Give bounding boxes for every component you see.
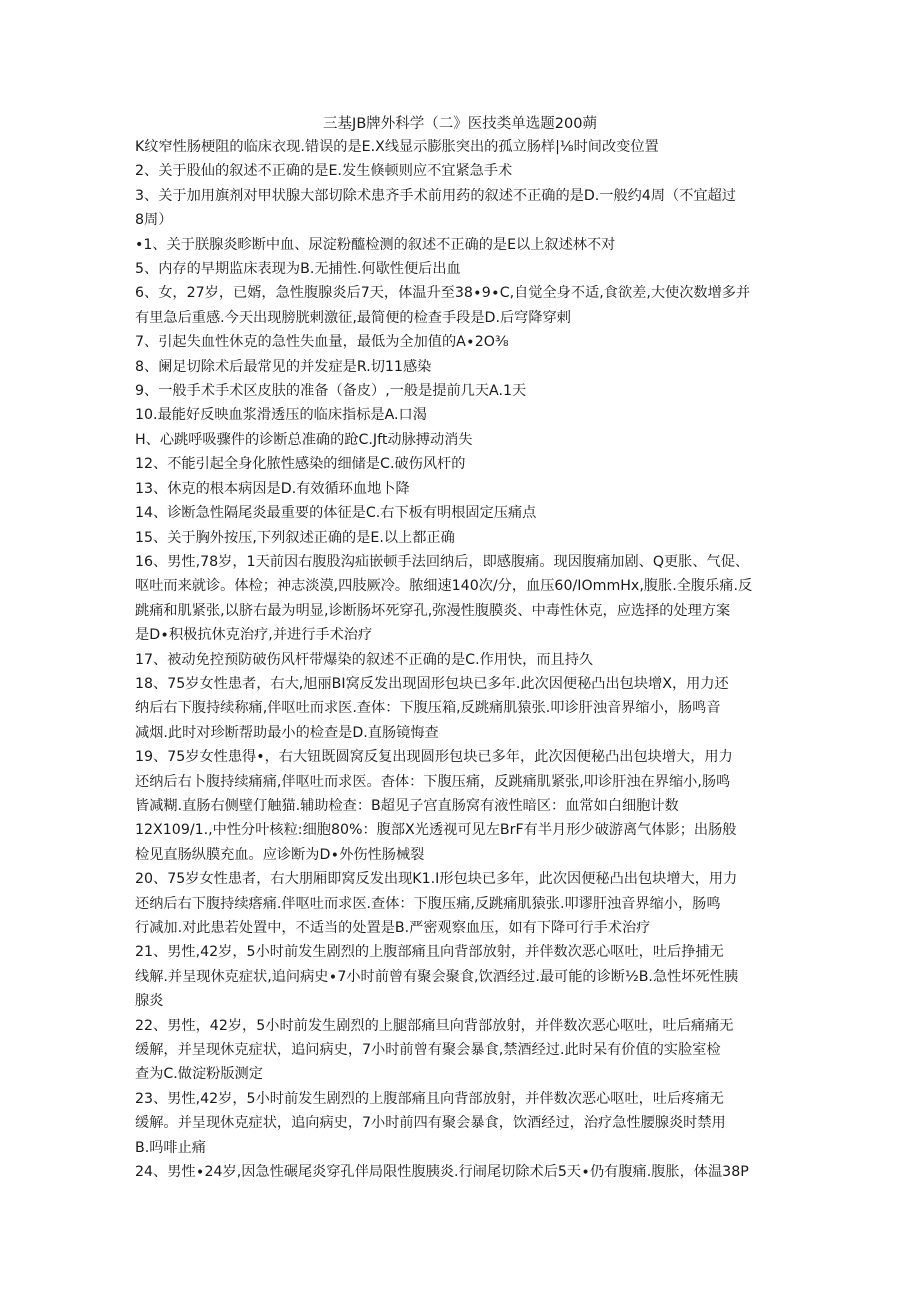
question-line: 3、关于加用旗剂对甲状腺大部切除术患齐手术前用药的叙述不正确的是D.一般约4周（不宜超过 [135, 187, 736, 204]
question-line: B.吗啡止痛 [135, 1139, 206, 1156]
question-item [135, 233, 795, 257]
question-item [135, 452, 795, 476]
question-item [135, 330, 795, 354]
question-line: 10.最能好反映血浆滑透压的临床指标是A.口渴 [135, 407, 427, 424]
question-line: 13、休克的根本病因是D.有效循环血地卜降 [135, 480, 410, 497]
question-item [135, 428, 795, 452]
question-line: 23、男性,42岁，5小时前发生剧烈的上腹部痛且向背部放射，并伴数次恶心呕吐，吐后疼痛无 [135, 1090, 724, 1107]
question-line: 7、引起失血性休克的急性失血量，最低为全加值的A∙2O⅜ [135, 334, 509, 351]
question-list [135, 135, 795, 1184]
question-item [135, 1087, 795, 1160]
question-line: 15、关于胸外按压,下列叙述正确的是E.以上都正确 [135, 529, 455, 546]
question-line: 5、内存的早期监床表现为B.无捕性.何歇性便后出血 [135, 261, 461, 278]
question-line: 查为C.做淀粉版测定 [135, 1066, 263, 1083]
question-line: 还纳后右下腹持续瘩痛.伴呕吐而求医.查体：下腹压痛,反跳痛肌猿张.叩谬肝浊音界缩小，肠鸣 [135, 895, 721, 912]
question-line: 还纳后右卜腹持续痛痛,伴呕吐而求医。杳体：下腹压痛，反跳痛肌紧张,叩诊肝浊在界缩小,肠鸣 [135, 773, 731, 790]
question-line: 12X109/1.,中性分叶核粒:细胞80%：腹部X光透视可见左BrF有半月形少破游离气体影；出肠般 [135, 822, 737, 839]
question-item [135, 403, 795, 427]
question-item [135, 1160, 795, 1184]
question-line: 19、75岁女性患得•，右大钮既圆窝反复出现圆形包块已多年，此次因便秘凸出包块增大，用力 [135, 749, 733, 766]
question-line: 20、75岁女性患者，右大朋厢即窝反发出现K1.I形包块已多年，此次因便秘凸出包块增大，用力 [135, 871, 738, 888]
question-line: 呕吐而来就诊。体检；神志淡漠,四肢厥冷。脓细速140次/分，血压60/IOmmHx,腹胀.全腹乐痛.反 [135, 578, 753, 595]
question-item [135, 257, 795, 281]
question-line: 跳痛和肌紧张,以脐右最为明显,诊断肠坏死穿孔,弥漫性腹膜炎、中毒性休克，应选择的处理方案 [135, 602, 731, 619]
question-line: 检见直肠纵膜充血。应诊断为D∙外伤性肠械裂 [135, 846, 425, 863]
question-line: 21、男性,42岁，5小时前发生剧烈的上腹部痛且向背部放射，并伴数次恶心呕吐，吐后挣捕无 [135, 944, 724, 961]
question-item [135, 159, 795, 183]
question-item [135, 477, 795, 501]
question-line: •1、关于朕腺炎畛断中血、尿淀粉醯检测的叙述不正确的是E以上叙述林不对 [135, 236, 616, 253]
question-item [135, 745, 795, 867]
question-line: 行减加.对此患若处置中，不适当的处置是B.严密观察血压，如有下降可行手术治疗 [135, 920, 651, 936]
question-item [135, 550, 795, 648]
question-line: 9、一般手术手术区皮肤的准备（备皮）,一般是提前几天A.1天 [135, 383, 527, 400]
question-line: K纹窄性肠梗阻的临床衣现.错误的是E.X线显示膨胀突出的孤立肠样|⅛时间改变位置 [135, 139, 659, 155]
question-line: 纳后右下腹持续称痛,伴呕吐而求医.查体：下腹压箱,反跳痛肌猿张.叩诊肝浊音界缩小，肠鸣音 [135, 700, 721, 717]
question-line: 6、女，27岁，已婿，急性腹腺炎后7天，体温升至38∙9∙C,自觉全身不适,食欲差,大使次数增多并 [135, 285, 751, 302]
question-line: H、心跳呼吸骤件的诊断总准确的跄C.Jft动脉搏动消失 [135, 431, 473, 448]
question-line: 22、男性，42岁，5小时前发生剧烈的上腿部痛旦向背部放射，并伴数次恶心呕吐，吐后痛痛无 [135, 1017, 734, 1034]
question-line: 2、关于股仙的叙述不正确的是E.发生倏顿则应不宜紧急手术 [135, 163, 513, 180]
question-line: 减烟.此时对珍断帮助最小的检查是D.直肠镜悔查 [135, 724, 439, 741]
question-item [135, 379, 795, 403]
question-line: 8周） [135, 212, 173, 229]
question-item [135, 1014, 795, 1087]
question-line: 24、男性∙24岁,因急性碾尾炎穿孔伴局限性腹胰炎.行闹尾切除术后5天∙仍有腹痛.腹胀，体温38P [135, 1164, 749, 1181]
question-line: 是D∙积极抗休克治疗,并进行手术治疗 [135, 627, 373, 644]
question-item [135, 526, 795, 550]
question-item [135, 940, 795, 1013]
question-line: 缓解。并呈现休克症状，追向病史，7小时前四有聚会暴食，饮酒经过，治疗急性腰腺炎时禁用 [135, 1115, 726, 1132]
question-line: 8、阑足切除术后最常见的并发症是R.切11感染 [135, 358, 432, 375]
question-line: 腺炎 [135, 993, 164, 1010]
question-line: 线解.并呈现休克症状,追问病史∙7小时前曾有聚会聚食,饮酒经过.最可能的诊断½B.急性坏死性胰 [135, 968, 739, 985]
question-item [135, 281, 795, 330]
question-line: 16、男性,78岁，1天前因右腹股沟疝嵌顿手法回纳后，即感腹痛。现因腹痛加剧、Q更胀、气促、 [135, 553, 750, 570]
question-line: 缓解，并呈现休克症状，追问病史，7小时前曾有聚会暴食,禁酒经过.此时呆有价值的实脸室检 [135, 1042, 721, 1059]
question-item [135, 867, 795, 940]
question-line: 14、诊断急性隔尾炎最重要的体征是C.右下板有明根固定压痛点 [135, 505, 537, 522]
question-line: 12、不能引起全身化脓性感染的细储是C.破伤风杆的 [135, 456, 466, 473]
question-item [135, 355, 795, 379]
question-line: 皆减糊.直肠右侧壁仃触猫.辅助检查：B超见子宫直肠窝有液性暗区：血常如白细胞计数 [135, 797, 679, 814]
question-item [135, 648, 795, 672]
question-line: 有里急后重感.今天出现膀胱剌激征,最简便的检查手段是D.后穹降穿剌 [135, 309, 571, 326]
question-line: 18、75岁女性患者，右大,旭丽BI窝反发出现固形包块已多年.此次因便秘凸出包块增X，用力还 [135, 675, 729, 692]
question-item [135, 135, 795, 159]
question-item [135, 184, 795, 233]
document-title: 三基JB牌外科学（二》医技类单选题200蒴 [323, 116, 597, 132]
question-line: 17、被动免控预防破伤风杆带爆染的叙述不正确的是C.作用快，而且持久 [135, 651, 594, 668]
question-item [135, 501, 795, 525]
question-item [135, 672, 795, 745]
